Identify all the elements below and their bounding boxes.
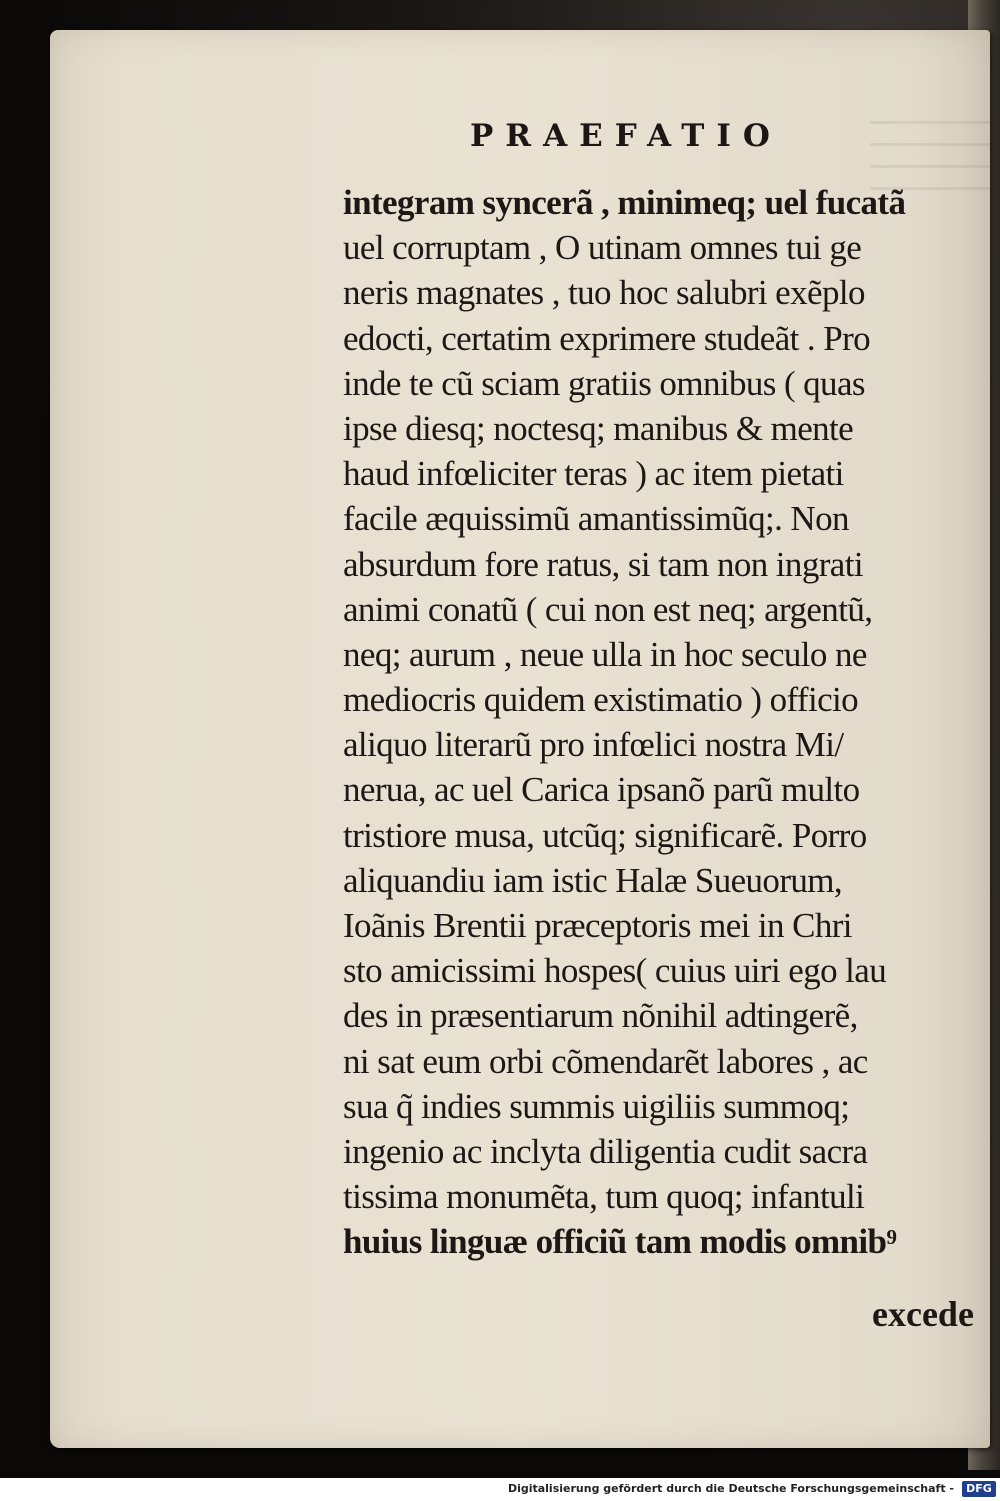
text-line: sto amicissimi hospes( cuius uiri ego lau xyxy=(343,951,887,991)
text-line: haud infœliciter teras ) ac item pietati xyxy=(343,454,844,494)
catchword: excede xyxy=(872,1294,974,1334)
text-line: aliquo literarũ pro infœlici nostra Mi/ xyxy=(343,725,844,765)
text-line: ni sat eum orbi cõmendarẽt labores , ac xyxy=(343,1041,868,1081)
text-line: tissima monumẽta, tum quoq; infantuli xyxy=(343,1177,865,1217)
digitization-footer xyxy=(0,1478,1000,1501)
text-line: sua q̃ indies summis uigiliis summoq; xyxy=(343,1086,850,1126)
text-line: mediocris quidem existimatio ) officio xyxy=(343,680,859,720)
running-head: PRAEFATIO xyxy=(470,118,782,154)
text-line: absurdum fore ratus, si tam non ingrati xyxy=(343,544,863,584)
text-line: Ioãnis Brentii præceptoris mei in Chri xyxy=(343,906,852,945)
dfg-logo-icon: DFG xyxy=(962,1481,996,1497)
text-line: inde te cũ sciam gratiis omnibus ( quas xyxy=(343,363,865,403)
text-line: facile æquissimũ amantissimũq;. Non xyxy=(343,499,849,539)
text-line: ingenio ac inclyta diligentia cudit sacra xyxy=(343,1131,868,1171)
text-line: des in præsentiarum nõnihil adtingerẽ, xyxy=(343,996,858,1036)
text-line: neq; aurum , neue ulla in hoc seculo ne xyxy=(343,634,867,674)
text-line: animi conatũ ( cui non est neq; argentũ, xyxy=(343,589,873,629)
footer-credit: Digitalisierung gefördert durch die Deutsche Forschungsgemeinschaft - xyxy=(507,1482,954,1495)
text-line: integram syncerã , minimeq; uel fucatã xyxy=(343,183,906,222)
text-line: tristiore musa, utcũq; significarẽ. Porro xyxy=(343,815,867,855)
text-line: aliquandiu iam istic Halæ Sueuorum, xyxy=(343,860,843,900)
text-line: neris magnates , tuo hoc salubri exẽplo xyxy=(343,273,865,313)
bleed-through xyxy=(870,110,1000,190)
text-line: nerua, ac uel Carica ipsanõ parũ multo xyxy=(343,770,860,810)
text-line: uel corruptam , O utinam omnes tui ge xyxy=(343,228,862,268)
text-line: edocti, certatim exprimere studeãt . Pro xyxy=(343,318,871,358)
text-line: huius linguæ officiũ tam modis omnib⁹ xyxy=(343,1222,897,1262)
text-block xyxy=(343,180,983,1265)
text-line: ipse diesq; noctesq; manibus & mente xyxy=(343,408,854,448)
